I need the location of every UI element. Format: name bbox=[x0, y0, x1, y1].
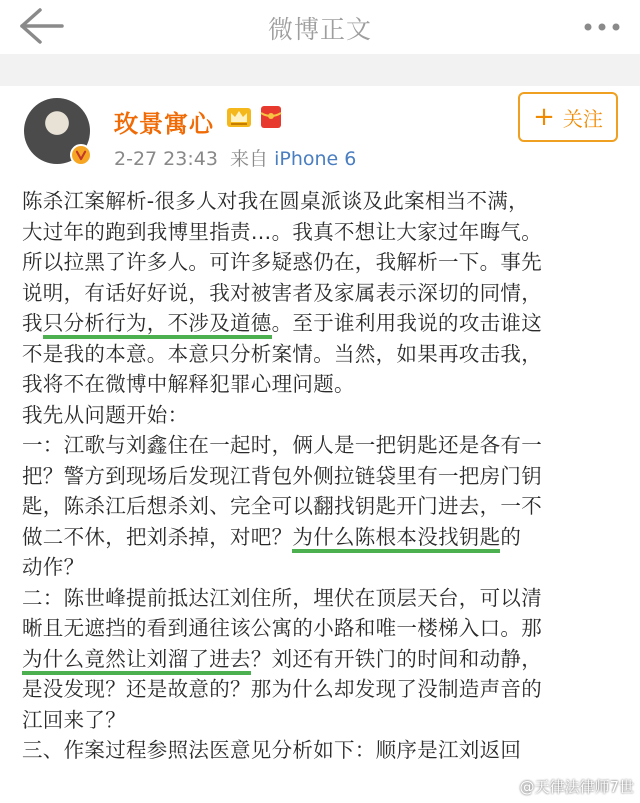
post-text-line bbox=[22, 400, 628, 431]
post-timestamp: 2-27 23:43 bbox=[114, 148, 218, 170]
text-segment: 所以拉黑了许多人。可许多疑惑仍在，我解析一下。事先 bbox=[22, 250, 542, 274]
section-divider bbox=[0, 54, 640, 86]
text-segment: 是没发现？还是故意的？那为什么却发现了没制造声音的 bbox=[22, 677, 542, 701]
post-text-line bbox=[22, 186, 628, 217]
highlighted-text: 只分析行为，不涉及道德 bbox=[43, 311, 272, 339]
post-text-line bbox=[22, 705, 628, 736]
post-text-line bbox=[22, 430, 628, 461]
text-segment: 大过年的跑到我博里指责…。我真不想让大家过年晦气。 bbox=[22, 219, 542, 244]
text-segment: 动作？ bbox=[22, 555, 85, 579]
highlighted-text: 为什么竟然让刘溜了进去 bbox=[22, 647, 251, 675]
text-segment: 一：江歌与刘鑫住在一起时，俩人是一把钥匙还是各有一 bbox=[22, 433, 542, 457]
highlighted-text: 为什么陈根本没找钥匙 bbox=[292, 525, 500, 553]
post-text-line bbox=[22, 674, 628, 705]
text-segment: 不是我的本意。本意只分析案情。当然，如果再攻击我， bbox=[22, 341, 542, 366]
post-text-line bbox=[22, 308, 628, 339]
source-prefix: 来自 bbox=[230, 148, 269, 170]
follow-button[interactable] bbox=[518, 92, 618, 142]
post-text-line bbox=[22, 583, 628, 614]
text-segment: 江回来了？ bbox=[22, 707, 126, 732]
text-segment: 陈杀江案解析-很多人对我在圆桌派谈及此案相当不满， bbox=[22, 189, 529, 213]
weibo-logo-icon bbox=[498, 780, 516, 794]
post-text-line bbox=[22, 552, 628, 583]
follow-label: 关注 bbox=[562, 106, 603, 131]
crown-icon bbox=[226, 105, 252, 129]
post-text-line bbox=[22, 217, 628, 248]
text-segment: 我 bbox=[22, 311, 43, 335]
plus-icon: + bbox=[533, 102, 555, 132]
text-segment: 我先从问题开始： bbox=[22, 402, 189, 427]
text-segment: 做二不休，把刘杀掉，对吧？ bbox=[22, 524, 293, 549]
text-segment: 二：陈世峰提前抵达江刘住所，埋伏在顶层天台，可以清 bbox=[22, 585, 542, 610]
avatar[interactable] bbox=[24, 98, 90, 164]
post-text-line bbox=[22, 522, 628, 553]
post-text-line bbox=[22, 247, 628, 278]
red-packet-icon bbox=[260, 105, 282, 129]
post-text-line bbox=[22, 613, 628, 644]
text-segment: 说明，有话好好说，我对被害者及家属表示深切的同情， bbox=[22, 280, 542, 305]
text-segment: ？刘还有开铁门的时间和动静， bbox=[250, 646, 543, 671]
page-title: 微博正文 bbox=[267, 15, 372, 44]
text-segment: 晰且无遮挡的看到通往该公寓的小路和唯一楼梯入口。那 bbox=[22, 616, 542, 640]
post-text-line bbox=[22, 461, 628, 492]
top-navigation-bar bbox=[0, 0, 640, 54]
post-body bbox=[22, 186, 628, 766]
watermark bbox=[498, 776, 634, 797]
post-text-line bbox=[22, 491, 628, 522]
text-segment: 的 bbox=[500, 524, 522, 549]
text-segment: 我将不在微博中解释犯罪心理问题。 bbox=[22, 372, 355, 396]
post-meta bbox=[114, 144, 356, 171]
watermark-text: @天律法律师7世 bbox=[519, 778, 634, 796]
weibo-post bbox=[0, 86, 640, 803]
post-source[interactable]: iPhone 6 bbox=[274, 148, 357, 170]
text-segment: 三、作案过程参照法医意见分析如下：顺序是江刘返回 bbox=[22, 738, 522, 762]
post-text-line bbox=[22, 339, 628, 370]
post-text-line bbox=[22, 644, 628, 675]
text-segment: 。至于谁利用我说的攻击谁这 bbox=[271, 311, 543, 335]
text-segment: 把？警方到现场后发现江背包外侧拉链袋里有一把房门钥 bbox=[22, 463, 542, 488]
more-dots-icon[interactable] bbox=[582, 14, 622, 40]
post-text-line bbox=[22, 278, 628, 309]
author-name[interactable]: 玫景寓心 bbox=[114, 110, 214, 138]
post-text-line bbox=[22, 735, 628, 766]
text-segment: 匙，陈杀江后想杀刘、完全可以翻找钥匙开门进去，一不 bbox=[22, 494, 542, 518]
post-text-line bbox=[22, 369, 628, 400]
verified-icon bbox=[70, 144, 92, 166]
